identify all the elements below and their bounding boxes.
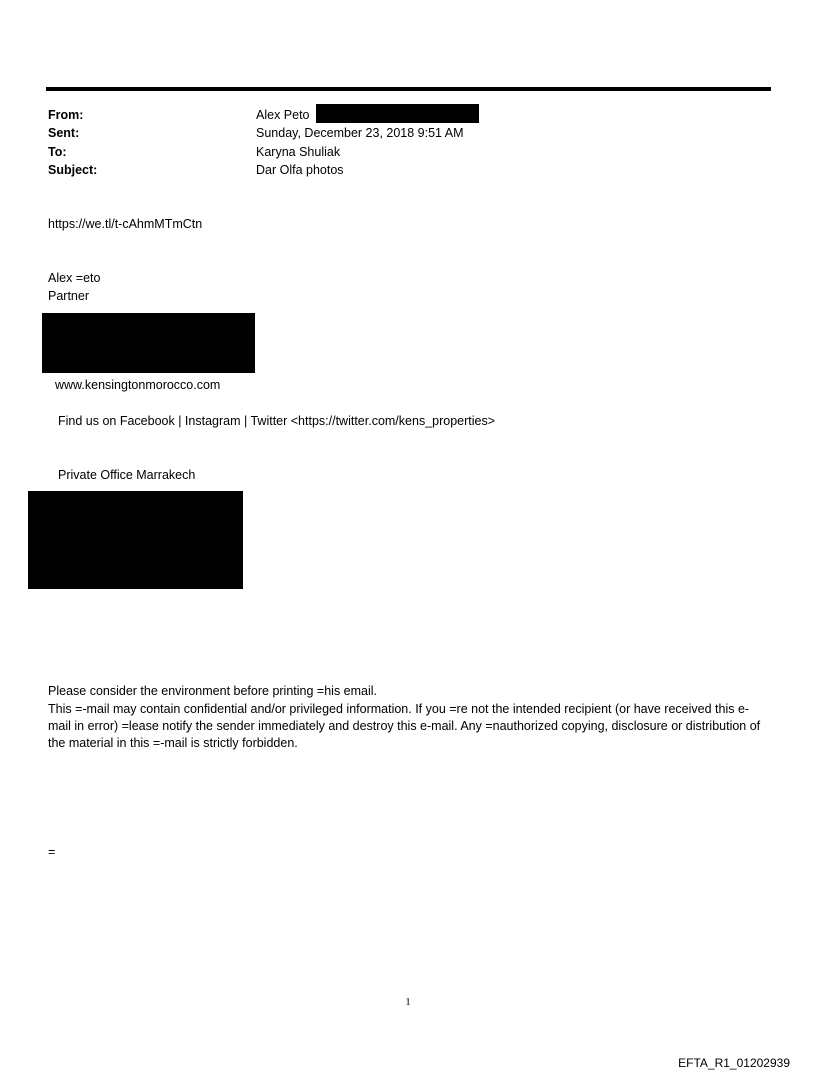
to-label: To: (48, 145, 67, 159)
signature-title: Partner (48, 289, 89, 303)
social-links[interactable]: Find us on Facebook | Instagram | Twitter <https://twitter.com/kens_properties> (58, 414, 496, 428)
redaction-from-email (316, 104, 479, 123)
from-label: From: (48, 108, 84, 122)
office-name: Private Office Marrakech (58, 468, 196, 482)
subject-value: Dar Olfa photos (256, 163, 344, 177)
from-value: Alex Peto (256, 108, 310, 122)
document-stamp: EFTA_R1_01202939 (678, 1056, 790, 1070)
sent-label: Sent: (48, 126, 80, 140)
website-link[interactable]: www.kensingtonmorocco.com (55, 378, 221, 392)
redaction-contact-block (42, 313, 255, 373)
subject-label: Subject: (48, 163, 98, 177)
transfer-link[interactable]: https://we.tl/t-cAhmMTmCtn (48, 217, 203, 231)
sent-value: Sunday, December 23, 2018 9:51 AM (256, 126, 464, 140)
disclaimer-environment: Please consider the environment before printing =his email. (48, 684, 378, 698)
to-value: Karyna Shuliak (256, 145, 341, 159)
page-number: 1 (405, 996, 411, 1008)
redaction-office-address (28, 491, 243, 589)
header-rule (46, 87, 771, 91)
trailing-mark: = (48, 845, 56, 859)
disclaimer-confidentiality: This =-mail may contain confidential and/or privileged information. If you =re not the intended recipient (or have received this e-mail in error) =lease notify the sender immediately and destroy this e-mail. Any =nauthorized copying, disclosure or distribution of the material in this =-mail is strictly forbidden. (48, 702, 761, 750)
signature-name: Alex =eto (48, 271, 101, 285)
